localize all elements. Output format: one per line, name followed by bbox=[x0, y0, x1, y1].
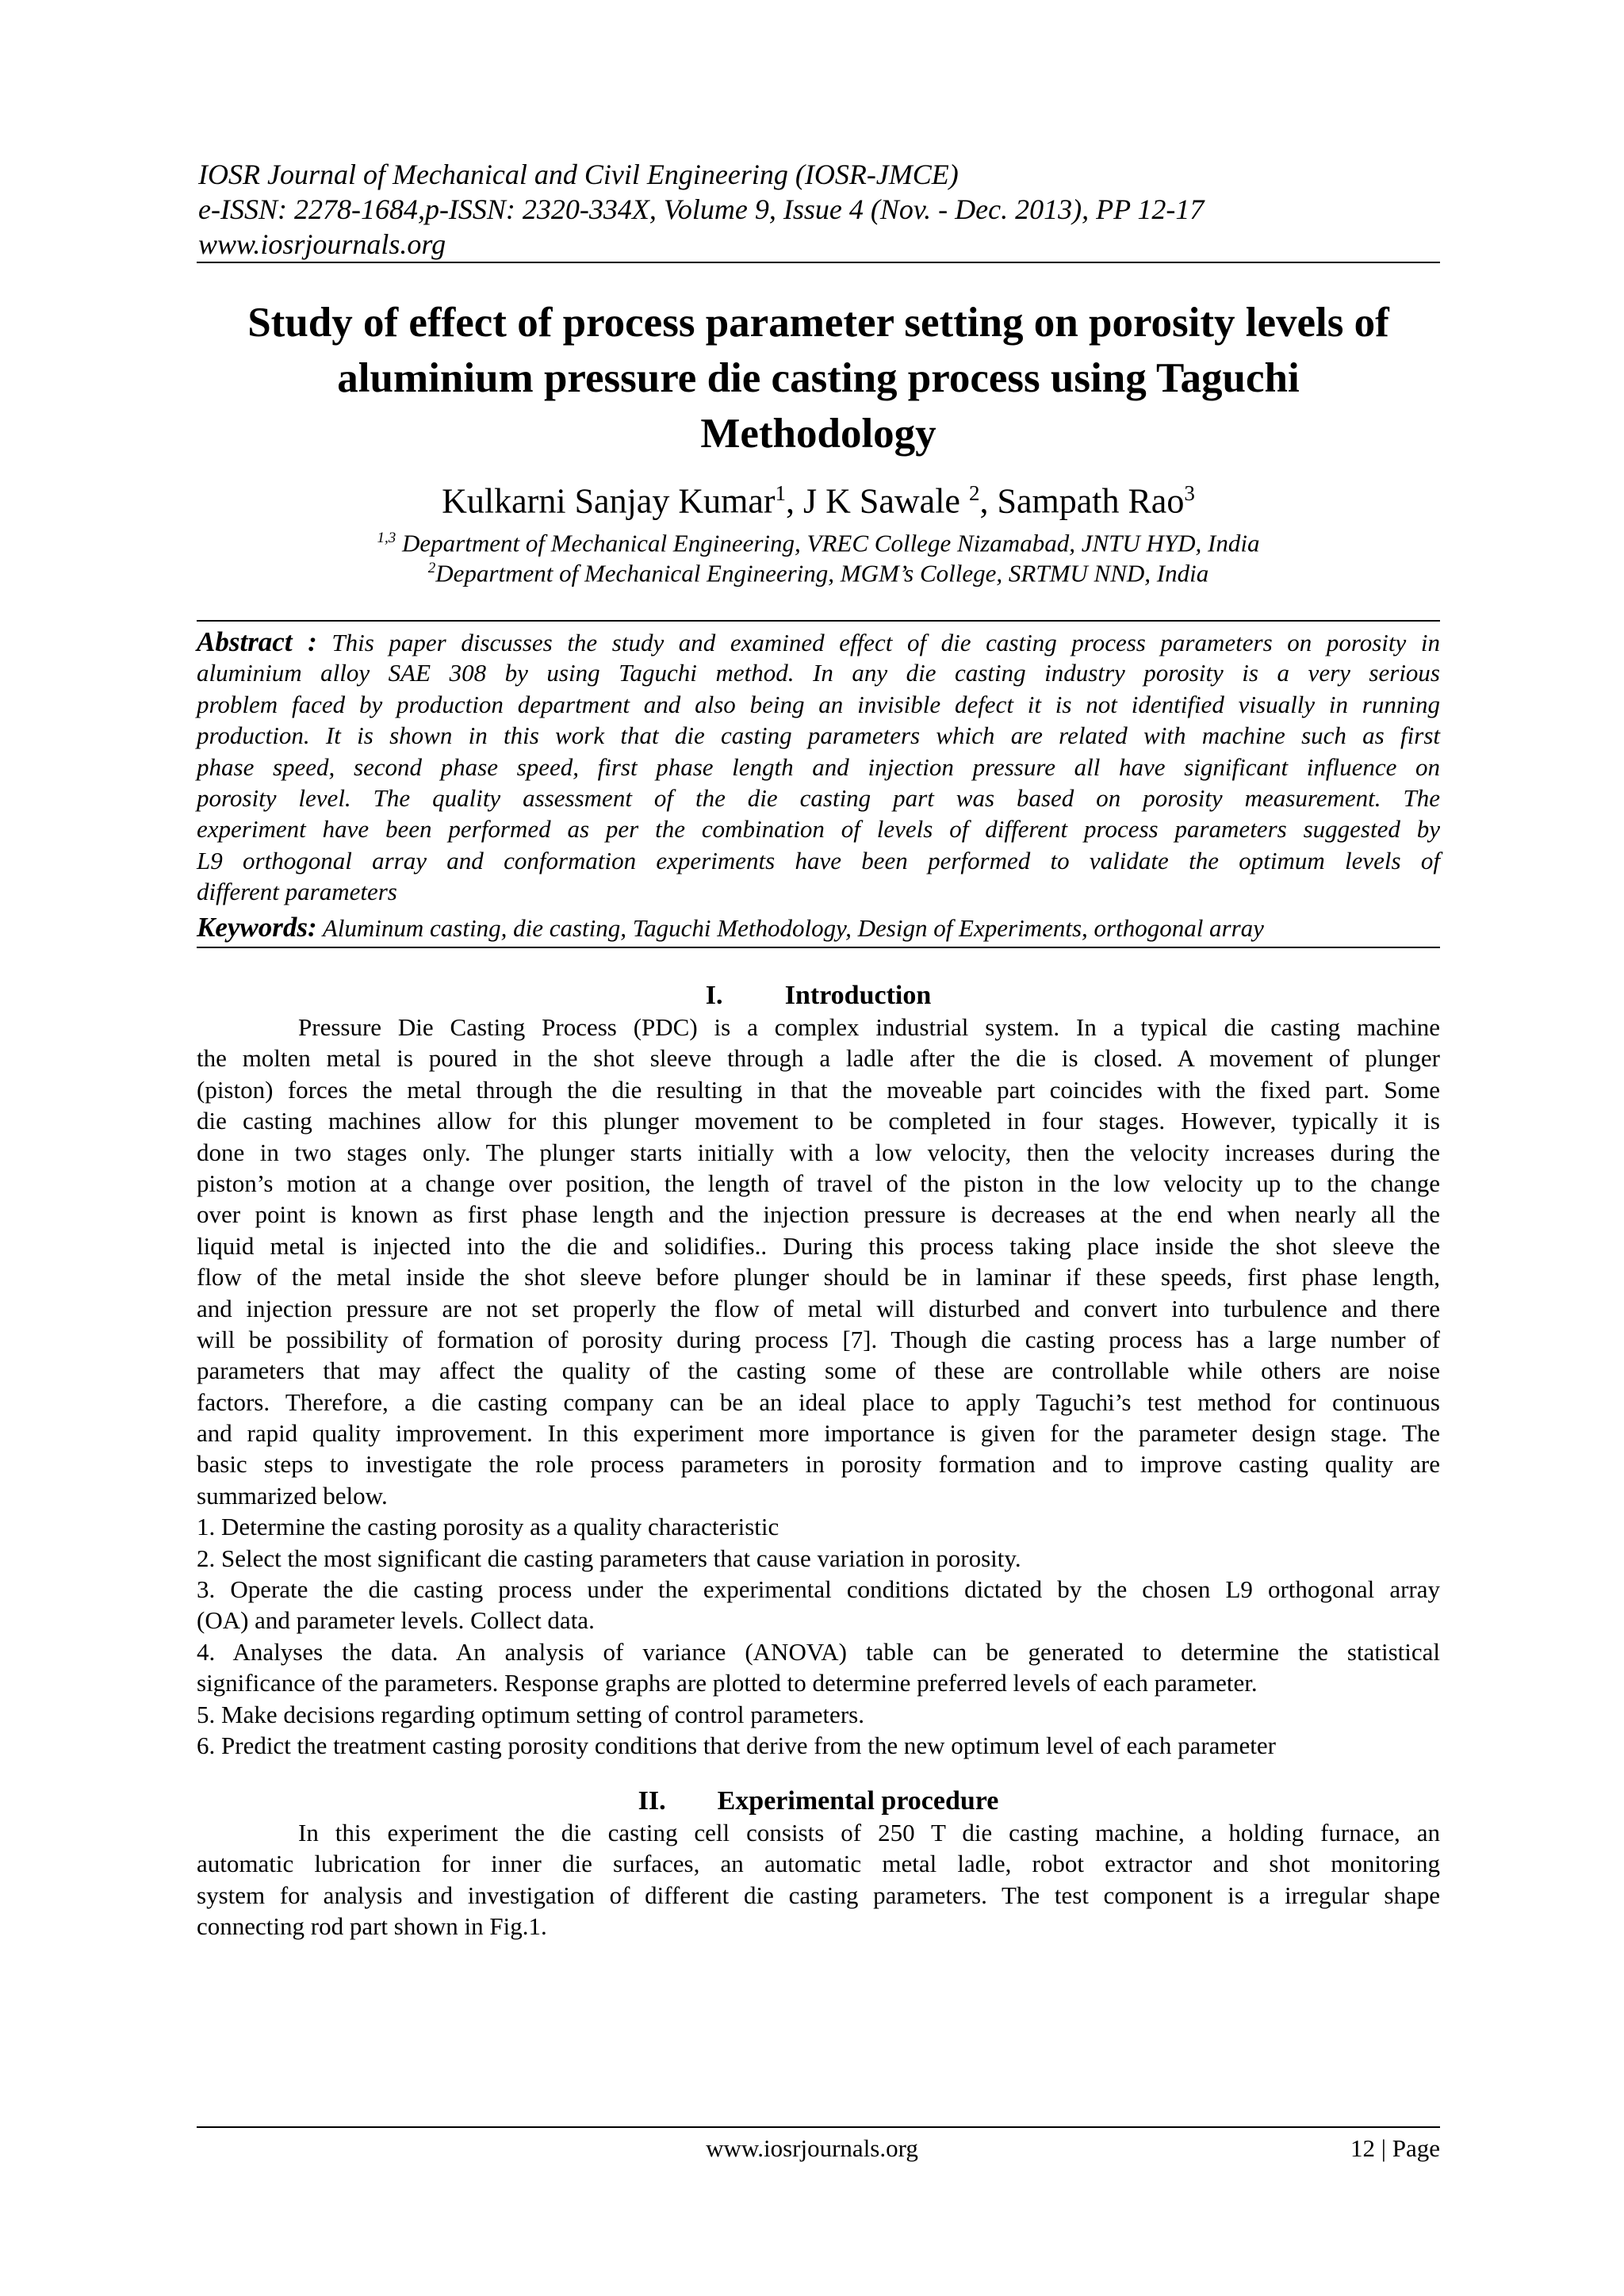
body-line: basic steps to investigate the role process parameters in porosity formation and to improve casting quality are bbox=[197, 1450, 1440, 1479]
body-line: will be possibility of formation of porosity during process [7]. Though die casting process has a large number of bbox=[197, 1325, 1440, 1353]
list-item-continued: significance of the parameters. Response graphs are plotted to determine preferred levels of each parameter. bbox=[197, 1669, 1258, 1697]
header-rule bbox=[197, 262, 1440, 263]
list-item: 5. Make decisions regarding optimum setting of control parameters. bbox=[197, 1700, 864, 1728]
body-line: In this experiment the die casting cell consists of 250 T die casting machine, a holding furnace, an bbox=[298, 1819, 1440, 1846]
section-number: I. bbox=[705, 981, 723, 1010]
body-line: parameters that may affect the quality of the casting some of these are controllable while others are noise bbox=[197, 1357, 1440, 1385]
list-item: 1. Determine the casting porosity as a quality characteristic bbox=[197, 1513, 779, 1541]
list-item: 4. Analyses the data. An analysis of variance (ANOVA) table can be generated to determine the statistical bbox=[197, 1637, 1440, 1666]
affiliation-2-sup: 2 bbox=[427, 560, 436, 576]
section-heading-experimental-procedure bbox=[197, 1785, 1440, 1817]
author-3-sup: 3 bbox=[1184, 481, 1195, 505]
abstract-line: L9 orthogonal array and conformation experiments have been performed to validate the optimum levels of bbox=[197, 846, 1440, 874]
experimental-body bbox=[197, 1817, 1440, 1942]
body-line: over point is known as first phase length and the injection pressure is decreases at the end when nearly all the bbox=[197, 1200, 1440, 1229]
title-line-1: Study of effect of process parameter setting on porosity levels of bbox=[247, 300, 1389, 346]
abstract-line: aluminium alloy SAE 308 by using Taguchi method. In any die casting industry porosity is a very serious bbox=[197, 659, 1440, 687]
section-title: Introduction bbox=[784, 981, 932, 1010]
introduction-body bbox=[197, 1012, 1440, 1761]
body-line: flow of the metal inside the shot sleeve before plunger should be in laminar if these speeds, first phase length, bbox=[197, 1263, 1440, 1292]
abstract-line: production. It is shown in this work that die casting parameters which are related with machine such as first bbox=[197, 721, 1440, 750]
journal-header bbox=[198, 157, 1204, 262]
author-2-sup: 2 bbox=[968, 481, 980, 505]
affiliation-2-text: Department of Mechanical Engineering, MGM’s College, SRTMU NND, India bbox=[435, 559, 1209, 587]
page-number: 12 | Page bbox=[1350, 2134, 1440, 2162]
abstract-label: Abstract : bbox=[197, 626, 317, 657]
affiliation-1-sup: 1,3 bbox=[377, 530, 396, 546]
abstract-line: experiment have been performed as per the combination of levels of different process parameters suggested by bbox=[197, 815, 1440, 844]
abstract-line: porosity level. The quality assessment of the die casting part was based on porosity measurement. The bbox=[197, 783, 1440, 812]
body-line: die casting machines allow for this plunger movement to be completed in four stages. However, typically it is bbox=[197, 1107, 1440, 1135]
affiliation-2 bbox=[197, 553, 1440, 588]
abstract-top-rule bbox=[197, 620, 1440, 622]
footer-website: www.iosrjournals.org bbox=[706, 2134, 918, 2162]
keywords bbox=[197, 912, 1440, 944]
section-heading-introduction bbox=[197, 980, 1440, 1012]
journal-website: www.iosrjournals.org bbox=[198, 228, 446, 260]
body-line: liquid metal is injected into the die and solidifies.. During this process taking place inside the shot sleeve the bbox=[197, 1231, 1440, 1260]
journal-name: IOSR Journal of Mechanical and Civil Engineering (IOSR-JMCE) bbox=[198, 159, 959, 190]
list-item: 6. Predict the treatment casting porosity conditions that derive from the new optimum level of each parameter bbox=[197, 1731, 1276, 1759]
journal-issn: e-ISSN: 2278-1684,p-ISSN: 2320-334X, Volume 9, Issue 4 (Nov. - Dec. 2013), PP 12-17 bbox=[198, 193, 1205, 225]
section-title: Experimental procedure bbox=[717, 1786, 999, 1816]
body-line: done in two stages only. The plunger starts initially with a low velocity, then the velocity increases during the bbox=[197, 1138, 1440, 1166]
paper-title bbox=[197, 295, 1440, 461]
body-line: system for analysis and investigation of different die casting parameters. The test component is a irregular shape bbox=[197, 1881, 1440, 1909]
abstract-line: different parameters bbox=[197, 878, 397, 906]
abstract-line: phase speed, second phase speed, first phase length and injection pressure all have significant influence on bbox=[197, 752, 1440, 781]
body-line: automatic lubrication for inner die surfaces, an automatic metal ladle, robot extractor and shot monitoring bbox=[197, 1850, 1440, 1878]
title-line-2: aluminium pressure die casting process using Taguchi bbox=[337, 355, 1300, 401]
affiliation-1-text: Department of Mechanical Engineering, VREC College Nizamabad, JNTU HYD, India bbox=[396, 529, 1260, 557]
body-line: and injection pressure are not set properly the flow of metal will disturbed and convert into turbulence and there bbox=[197, 1294, 1440, 1322]
author-list bbox=[197, 471, 1440, 524]
abstract-line: problem faced by production department and also being an invisible defect it is not identified visually in running bbox=[197, 690, 1440, 718]
author-1-sup: 1 bbox=[775, 481, 786, 505]
title-line-3: Methodology bbox=[700, 411, 936, 457]
keywords-label: Keywords: bbox=[197, 912, 317, 943]
author-separator-2: , Sampath Rao bbox=[979, 481, 1185, 521]
body-line: the molten metal is poured in the shot sleeve through a ladle after the die is closed. A movement of plunger bbox=[197, 1044, 1440, 1073]
abstract-line: Abstract : This paper discusses the study and examined effect of die casting process parameters on porosity in bbox=[197, 626, 1440, 657]
body-line: and rapid quality improvement. In this experiment more importance is given for the parameter design stage. The bbox=[197, 1419, 1440, 1448]
list-item: 2. Select the most significant die casting parameters that cause variation in porosity. bbox=[197, 1544, 1021, 1572]
section-number: II. bbox=[638, 1786, 666, 1816]
body-line: connecting rod part shown in Fig.1. bbox=[197, 1912, 547, 1941]
body-line: piston’s motion at a change over position, the length of travel of the piston in the low velocity up to the change bbox=[197, 1169, 1440, 1197]
list-item: 3. Operate the die casting process under the experimental conditions dictated by the chosen L9 orthogonal array bbox=[197, 1575, 1440, 1604]
body-line: (piston) forces the metal through the die resulting in that the moveable part coincides with the fixed part. Some bbox=[197, 1075, 1440, 1104]
author-1: Kulkarni Sanjay Kumar bbox=[442, 481, 776, 521]
abstract bbox=[197, 626, 1440, 908]
body-line: Pressure Die Casting Process (PDC) is a complex industrial system. In a typical die casting machine bbox=[298, 1013, 1440, 1041]
keywords-text: Aluminum casting, die casting, Taguchi Methodology, Design of Experiments, orthogonal array bbox=[316, 914, 1264, 942]
abstract-bottom-rule bbox=[197, 947, 1440, 948]
footer-rule bbox=[197, 2126, 1440, 2128]
author-separator-1: , J K Sawale bbox=[786, 481, 969, 521]
list-item-continued: (OA) and parameter levels. Collect data. bbox=[197, 1606, 595, 1635]
body-line: factors. Therefore, a die casting company can be an ideal place to apply Taguchi’s test method for continuous bbox=[197, 1387, 1440, 1416]
body-line: summarized below. bbox=[197, 1481, 388, 1510]
